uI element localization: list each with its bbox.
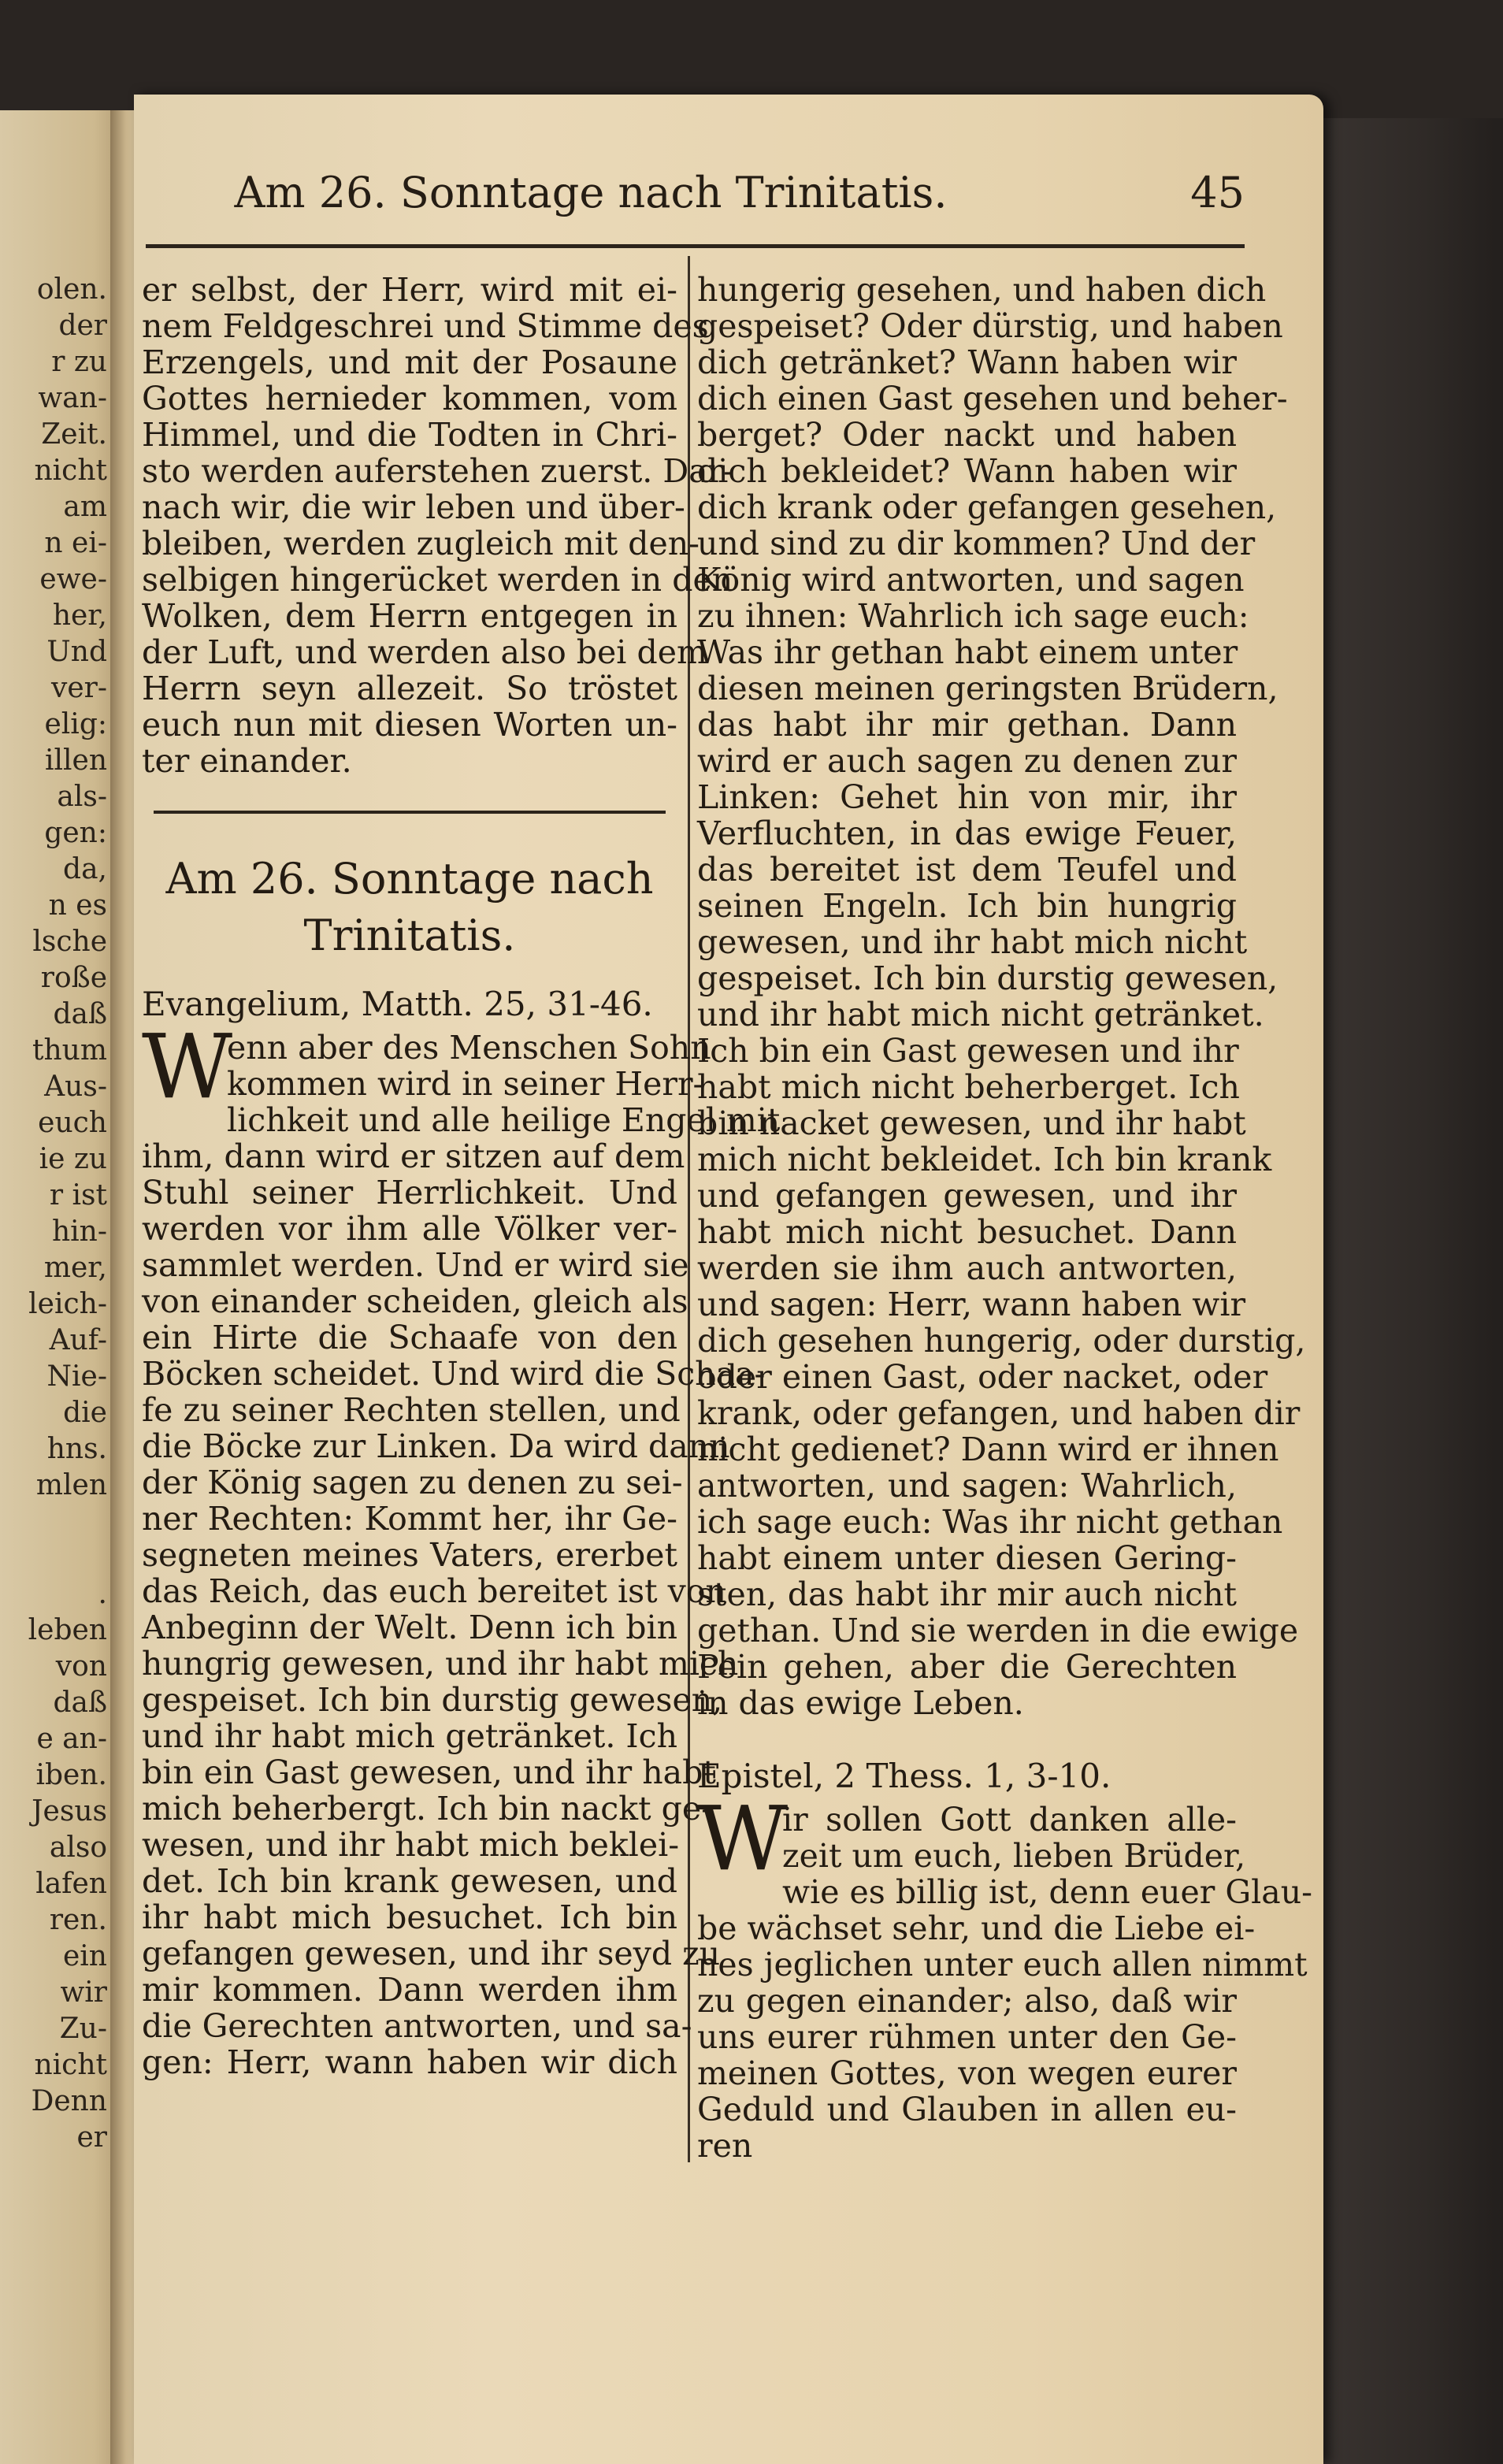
text-line: sammlet werden. Und er wird sie bbox=[142, 1246, 689, 1284]
text-line: uns eurer rühmen unter den Ge- bbox=[697, 2018, 1237, 2056]
previous-page-fragment: am bbox=[63, 491, 107, 523]
text-line: werden vor ihm alle Völker ver- bbox=[142, 1210, 677, 1248]
previous-page-fragment: Zu- bbox=[59, 2013, 107, 2045]
previous-page-fragment: her, bbox=[52, 599, 107, 632]
text-line: dich bekleidet? Wann haben wir bbox=[697, 452, 1237, 490]
text-line: Wolken, dem Herrn entgegen in bbox=[142, 597, 677, 635]
text-line: wesen, und ihr habt mich beklei- bbox=[142, 1826, 680, 1864]
text-line: mich beherbergt. Ich bin nackt ge- bbox=[142, 1790, 712, 1828]
text-line: Ich bin ein Gast gewesen und ihr bbox=[697, 1032, 1239, 1070]
text-line: dich gesehen hungerig, oder durstig, bbox=[697, 1322, 1306, 1360]
text-line: König wird antworten, und sagen bbox=[697, 561, 1245, 599]
text-line: die Böcke zur Linken. Da wird dann bbox=[142, 1427, 730, 1465]
gospel-dropcap: W bbox=[142, 1016, 233, 1119]
previous-page-fragment: ren. bbox=[49, 1904, 107, 1936]
previous-page-fragment: lafen bbox=[35, 1868, 107, 1900]
section-rule bbox=[154, 811, 666, 814]
previous-page-fragment: r ist bbox=[49, 1179, 107, 1212]
text-line: gethan. Und sie werden in die ewige bbox=[697, 1612, 1299, 1649]
previous-page-fragment: lsche bbox=[32, 926, 107, 958]
previous-page-fragment: euch bbox=[38, 1107, 107, 1139]
text-line: ich sage euch: Was ihr nicht gethan bbox=[697, 1503, 1283, 1541]
text-line: Himmel, und die Todten in Chri- bbox=[142, 416, 677, 454]
previous-page-fragment: wan- bbox=[38, 382, 107, 414]
text-line: nach wir, die wir leben und über- bbox=[142, 488, 685, 526]
text-line: das habt ihr mir gethan. Dann bbox=[697, 706, 1237, 744]
text-line: antworten, und sagen: Wahrlich, bbox=[697, 1467, 1237, 1505]
text-line: das bereitet ist dem Teufel und bbox=[697, 851, 1237, 889]
running-head: Am 26. Sonntage nach Trinitatis. bbox=[234, 168, 948, 217]
text-line: Böcken scheidet. Und wird die Schaa- bbox=[142, 1355, 766, 1393]
previous-page-fragment: thum bbox=[32, 1034, 107, 1067]
text-line: zeit um euch, lieben Brüder, bbox=[782, 1837, 1246, 1875]
text-line: Was ihr gethan habt einem unter bbox=[697, 633, 1238, 671]
text-line: Verfluchten, in das ewige Feuer, bbox=[697, 815, 1237, 852]
previous-page-fragment: elig: bbox=[44, 708, 107, 740]
text-line: fe zu seiner Rechten stellen, und bbox=[142, 1391, 681, 1429]
text-line: der Luft, und werden also bei dem bbox=[142, 633, 707, 671]
text-line: segneten meines Vaters, ererbet bbox=[142, 1536, 677, 1574]
text-line: habt einem unter diesen Gering- bbox=[697, 1539, 1237, 1577]
previous-page-fragment: er bbox=[76, 2121, 107, 2154]
previous-page-fragment: Denn bbox=[31, 2085, 107, 2117]
text-line: dich getränket? Wann haben wir bbox=[697, 343, 1237, 381]
text-line: gen: Herr, wann haben wir dich bbox=[142, 2043, 677, 2081]
previous-page-fragment: nicht bbox=[34, 455, 107, 487]
text-line: bin ein Gast gewesen, und ihr habt bbox=[142, 1753, 716, 1791]
text-line: werden sie ihm auch antworten, bbox=[697, 1249, 1237, 1287]
text-line: das Reich, das euch bereitet ist von bbox=[142, 1572, 726, 1610]
text-line: mich nicht bekleidet. Ich bin krank bbox=[697, 1141, 1272, 1178]
text-line: zu gegen einander; also, daß wir bbox=[697, 1982, 1237, 2020]
text-line: und ihr habt mich getränket. Ich bbox=[142, 1717, 677, 1755]
right-column bbox=[697, 271, 1312, 2165]
text-line: sto werden auferstehen zuerst. Dar- bbox=[142, 452, 735, 490]
left-text-continuation bbox=[142, 271, 735, 780]
text-line: ihr habt mich besuchet. Ich bin bbox=[142, 1898, 677, 1936]
text-line: und gefangen gewesen, und ihr bbox=[697, 1177, 1237, 1215]
text-line: Linken: Gehet hin von mir, ihr bbox=[697, 778, 1237, 816]
previous-page-fragment: leben bbox=[28, 1614, 107, 1646]
text-line: ihm, dann wird er sitzen auf dem bbox=[142, 1137, 685, 1175]
text-line: gespeiset? Oder dürstig, und haben bbox=[697, 307, 1283, 345]
text-line: von einander scheiden, gleich als bbox=[142, 1282, 688, 1320]
text-line: oder einen Gast, oder nacket, oder bbox=[697, 1358, 1268, 1396]
previous-page-edge bbox=[0, 110, 118, 2464]
text-line: gespeiset. Ich bin durstig gewesen, bbox=[697, 959, 1278, 997]
text-line: gespeiset. Ich bin durstig gewesen, bbox=[142, 1681, 723, 1719]
header-rule bbox=[146, 244, 1245, 248]
epistle-text bbox=[697, 1788, 1312, 2128]
gospel-text bbox=[142, 1016, 781, 2081]
epistle-lines bbox=[697, 1873, 1312, 2128]
epistle-reference: Epistel, 2 Thess. 1, 3-10. bbox=[697, 1757, 1111, 1795]
previous-page-fragment: illen bbox=[44, 744, 107, 777]
text-line: hungerig gesehen, und haben dich bbox=[697, 271, 1267, 309]
text-line: ter einander. bbox=[142, 742, 352, 780]
text-line: euch nun mit diesen Worten un- bbox=[142, 706, 677, 744]
previous-page-fragment: ein bbox=[62, 1940, 107, 1972]
text-line: zu ihnen: Wahrlich ich sage euch: bbox=[697, 597, 1249, 635]
previous-page-fragment: da, bbox=[63, 853, 107, 885]
text-line: und sind zu dir kommen? Und der bbox=[697, 525, 1256, 562]
text-line: Herrn seyn allezeit. So tröstet bbox=[142, 670, 677, 707]
previous-page-fragment: hin- bbox=[51, 1215, 107, 1248]
previous-page-fragment: gen: bbox=[44, 817, 107, 849]
epistle-dropcap: W bbox=[697, 1788, 789, 1891]
text-line: lichkeit und alle heilige Engel mit bbox=[227, 1101, 781, 1139]
text-line: gefangen gewesen, und ihr seyd zu bbox=[142, 1935, 721, 1972]
text-line: bin nacket gewesen, und ihr habt bbox=[697, 1104, 1246, 1142]
previous-page-fragment: e an- bbox=[36, 1723, 107, 1755]
text-line: nicht gedienet? Dann wird er ihnen bbox=[697, 1431, 1279, 1468]
previous-page-fragment: mer, bbox=[43, 1252, 107, 1284]
text-line: die Gerechten antworten, und sa- bbox=[142, 2007, 692, 2045]
text-line: krank, oder gefangen, und haben dir bbox=[697, 1394, 1301, 1432]
section-title-line1: Am 26. Sonntage nach bbox=[165, 854, 654, 904]
previous-page-fragment: ie zu bbox=[39, 1143, 107, 1175]
text-line: berget? Oder nackt und haben bbox=[697, 416, 1237, 454]
text-line: nem Feldgeschrei und Stimme des bbox=[142, 307, 709, 345]
text-line: Anbeginn der Welt. Denn ich bin bbox=[142, 1609, 677, 1646]
page-header bbox=[197, 161, 1245, 232]
text-line: ner Rechten: Kommt her, ihr Ge- bbox=[142, 1500, 677, 1538]
previous-page-fragment: ver- bbox=[50, 672, 107, 704]
previous-page-fragment: als- bbox=[57, 781, 107, 813]
book-cover-edge bbox=[1308, 118, 1503, 2464]
text-line: mir kommen. Dann werden ihm bbox=[142, 1971, 677, 2009]
previous-page-fragment: ewe- bbox=[39, 563, 107, 596]
previous-page-fragment: leich- bbox=[28, 1288, 107, 1320]
previous-page-fragment: . bbox=[98, 1578, 107, 1610]
text-line: und sagen: Herr, wann haben wir bbox=[697, 1286, 1246, 1323]
text-line: habt mich nicht beherberget. Ich bbox=[697, 1068, 1240, 1106]
section-title-line2: Trinitatis. bbox=[303, 911, 516, 960]
text-line: meinen Gottes, von wegen eurer bbox=[697, 2054, 1237, 2092]
text-line: er selbst, der Herr, wird mit ei- bbox=[142, 271, 677, 309]
text-line: und ihr habt mich nicht getränket. bbox=[697, 996, 1264, 1033]
text-line: sten, das habt ihr mir auch nicht bbox=[697, 1575, 1237, 1613]
previous-page-fragment: der bbox=[58, 310, 107, 342]
previous-page-fragment: roße bbox=[40, 962, 107, 994]
text-line: der König sagen zu denen zu sei- bbox=[142, 1464, 683, 1501]
text-line: in das ewige Leben. bbox=[697, 1684, 1024, 1722]
text-line: diesen meinen geringsten Brüdern, bbox=[697, 670, 1278, 707]
previous-page-fragment: Aus- bbox=[44, 1071, 107, 1103]
gospel-lines bbox=[142, 1101, 781, 2081]
text-line: Geduld und Glauben in allen eu- bbox=[697, 2091, 1237, 2128]
page-number: 45 bbox=[1190, 168, 1245, 217]
left-column bbox=[142, 271, 781, 2081]
previous-page-fragment: Nie- bbox=[46, 1360, 107, 1393]
text-line: kommen wird in seiner Herr- bbox=[227, 1065, 704, 1103]
previous-page-fragment: also bbox=[49, 1831, 107, 1864]
previous-page-fragment: Zeit. bbox=[41, 418, 107, 451]
previous-page-fragment: die bbox=[63, 1397, 107, 1429]
text-line: enn aber des Menschen Sohn bbox=[227, 1029, 711, 1067]
previous-page-fragment: daß bbox=[53, 998, 107, 1030]
text-line: ir sollen Gott danken alle- bbox=[782, 1801, 1237, 1839]
previous-page-fragment: wir bbox=[60, 1976, 107, 2009]
catchword: ren bbox=[697, 2127, 753, 2165]
text-line: seinen Engeln. Ich bin hungrig bbox=[697, 887, 1237, 925]
previous-page-fragment: hns. bbox=[46, 1433, 107, 1465]
previous-page-fragment: Jesus bbox=[32, 1795, 107, 1828]
previous-page-fragment: von bbox=[55, 1650, 107, 1683]
previous-page-fragment: mlen bbox=[35, 1469, 107, 1501]
text-line: bleiben, werden zugleich mit den- bbox=[142, 525, 700, 562]
previous-page-fragment: daß bbox=[53, 1687, 107, 1719]
previous-page-fragment: n ei- bbox=[44, 527, 107, 559]
text-line: hungrig gewesen, und ihr habt mich bbox=[142, 1645, 739, 1683]
text-line: det. Ich bin krank gewesen, und bbox=[142, 1862, 677, 1900]
text-line: nes jeglichen unter euch allen nimmt bbox=[697, 1946, 1308, 1983]
previous-page-fragment: Und bbox=[46, 636, 107, 668]
text-line: wie es billig ist, denn euer Glau- bbox=[782, 1873, 1312, 1911]
gospel-reference: Evangelium, Matth. 25, 31-46. bbox=[142, 985, 653, 1023]
text-line: Stuhl seiner Herrlichkeit. Und bbox=[142, 1174, 677, 1212]
text-line: dich krank oder gefangen gesehen, bbox=[697, 488, 1277, 526]
text-line: ein Hirte die Schaafe von den bbox=[142, 1319, 677, 1356]
text-line: gewesen, und ihr habt mich nicht bbox=[697, 923, 1248, 961]
previous-page-fragment: nicht bbox=[34, 2049, 107, 2081]
text-line: Gottes hernieder kommen, vom bbox=[142, 380, 677, 417]
previous-page-fragment: iben. bbox=[35, 1759, 107, 1791]
text-line: Pein gehen, aber die Gerechten bbox=[697, 1648, 1237, 1686]
previous-page-fragment: n es bbox=[48, 889, 107, 922]
previous-page-fragment: Auf- bbox=[49, 1324, 107, 1356]
text-line: dich einen Gast gesehen und beher- bbox=[697, 380, 1288, 417]
text-line: Erzengels, und mit der Posaune bbox=[142, 343, 677, 381]
text-line: habt mich nicht besuchet. Dann bbox=[697, 1213, 1237, 1251]
right-gospel-continuation bbox=[697, 271, 1306, 1722]
previous-page-fragment: r zu bbox=[51, 346, 107, 378]
text-line: be wächset sehr, und die Liebe ei- bbox=[697, 1909, 1256, 1947]
text-line: selbigen hingerücket werden in den bbox=[142, 561, 733, 599]
previous-page-fragment: olen. bbox=[36, 273, 107, 306]
text-line: wird er auch sagen zu denen zur bbox=[697, 742, 1237, 780]
